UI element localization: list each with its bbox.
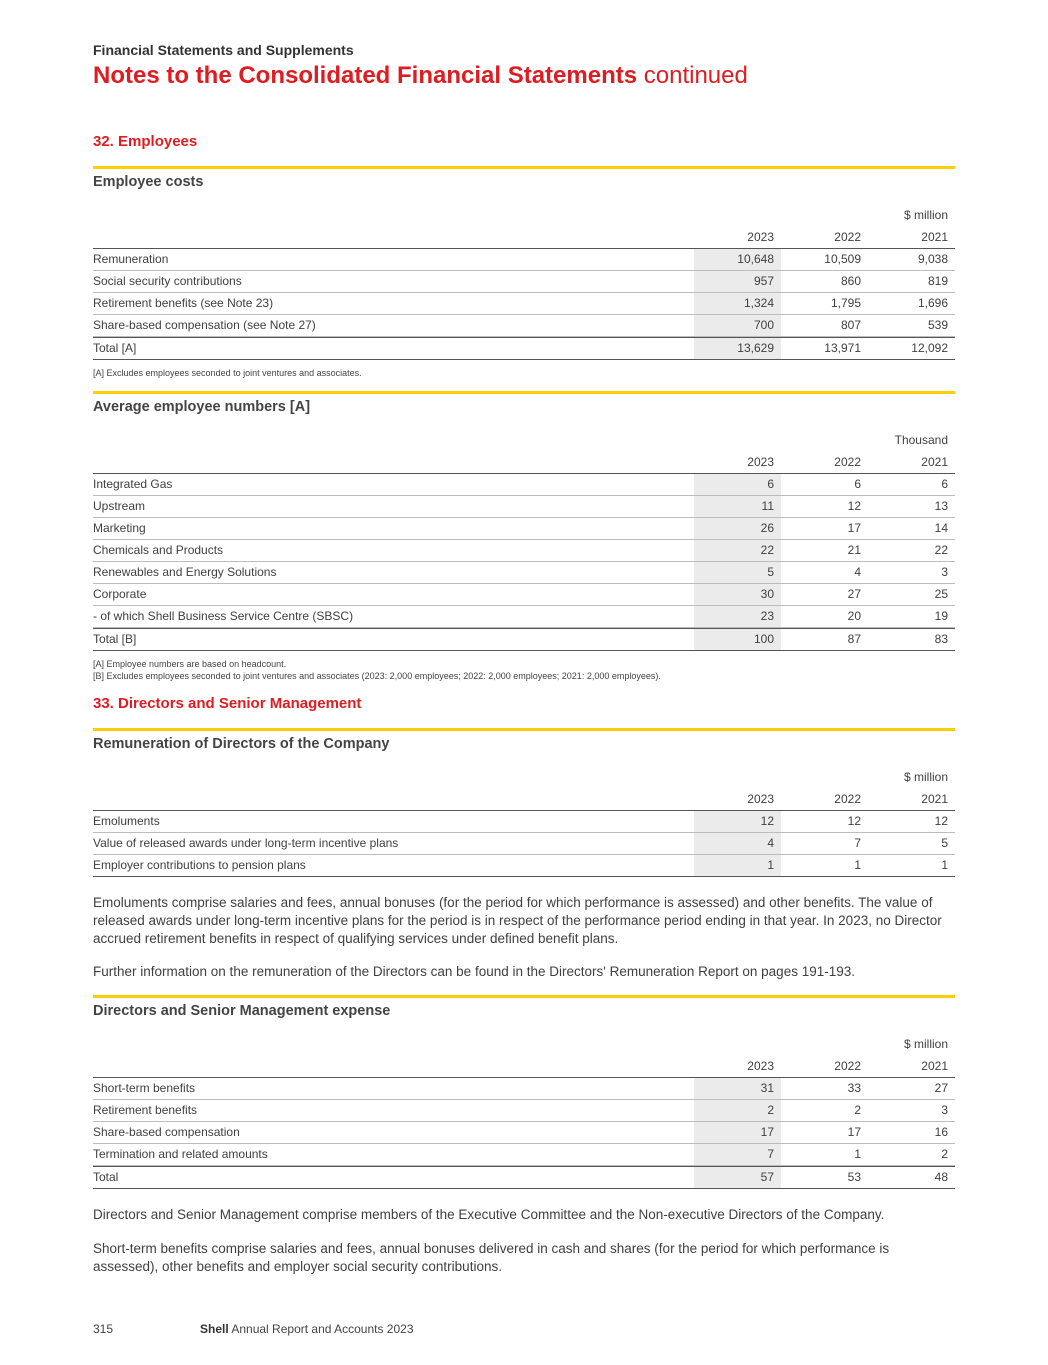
year-header: 2022 bbox=[834, 455, 861, 469]
row-value: 12,092 bbox=[911, 341, 948, 355]
year-header: 2023 bbox=[747, 1059, 774, 1073]
paragraph-dsm-composition: Directors and Senior Management comprise members of the Executive Committee and the Non-executive Directors of the Company. bbox=[93, 1207, 885, 1222]
row-value: 5 bbox=[941, 836, 948, 850]
table-total-row bbox=[93, 1166, 955, 1189]
row-value: 11 bbox=[694, 496, 781, 517]
paragraph-emoluments: Emoluments comprise salaries and fees, annual bonuses (for the period for which performance is assessed) and other benefits. The value of released awards under long-term incentive plans for the period is in respect of the performance period ending in that year. In 2023, no Director accrued retirement benefits in respect of qualifying services under defined benefit plans. bbox=[93, 895, 942, 946]
header-spacer bbox=[93, 1055, 694, 1077]
row-value: 22 bbox=[934, 543, 948, 557]
row-value: 30 bbox=[694, 584, 781, 605]
page-number: 315 bbox=[93, 1322, 114, 1336]
row-value: 5 bbox=[694, 562, 781, 583]
row-value: 19 bbox=[934, 609, 948, 623]
title-main: Notes to the Consolidated Financial Statements bbox=[93, 62, 638, 89]
header-spacer bbox=[93, 451, 694, 473]
unit-row bbox=[93, 429, 955, 451]
unit-label: Thousand bbox=[894, 433, 948, 447]
row-value: 13,971 bbox=[824, 341, 861, 355]
row-value: 83 bbox=[934, 632, 948, 646]
year-header: 2022 bbox=[834, 230, 861, 244]
table-total-row bbox=[93, 337, 955, 360]
section-heading-directors: 33. Directors and Senior Management bbox=[93, 695, 362, 712]
table-footnotes bbox=[93, 367, 955, 379]
row-value: 4 bbox=[854, 565, 861, 579]
table-row bbox=[93, 1122, 955, 1144]
row-value: 6 bbox=[854, 477, 861, 491]
row-label: Retirement benefits (see Note 23) bbox=[93, 296, 274, 310]
row-value: 1 bbox=[941, 858, 948, 872]
row-value: 807 bbox=[840, 318, 861, 332]
row-value: 12 bbox=[847, 814, 861, 828]
row-label: Employer contributions to pension plans bbox=[93, 858, 306, 872]
row-label: Share-based compensation bbox=[93, 1125, 240, 1139]
row-value: 12 bbox=[847, 499, 861, 513]
row-value: 6 bbox=[694, 474, 781, 495]
table-directors-remuneration bbox=[93, 728, 955, 877]
row-label: Retirement benefits bbox=[93, 1103, 198, 1117]
table-top-rule bbox=[93, 995, 955, 998]
footer-brand: Shell bbox=[200, 1322, 229, 1336]
table-row bbox=[93, 855, 955, 877]
unit-row bbox=[93, 1033, 955, 1055]
table-top-rule bbox=[93, 391, 955, 394]
table-row bbox=[93, 496, 955, 518]
unit-row bbox=[93, 766, 955, 788]
table-dsm-expense bbox=[93, 995, 955, 1189]
row-value: 860 bbox=[840, 274, 861, 288]
title-suffix: continued bbox=[643, 62, 748, 89]
table-title: Average employee numbers [A] bbox=[93, 399, 311, 415]
row-value: 31 bbox=[694, 1078, 781, 1099]
row-label: Upstream bbox=[93, 499, 146, 513]
table-row bbox=[93, 606, 955, 628]
year-header: 2023 bbox=[747, 792, 774, 806]
row-label: Value of released awards under long-term incentive plans bbox=[93, 836, 399, 850]
row-value: 17 bbox=[847, 1125, 861, 1139]
table-title: Remuneration of Directors of the Company bbox=[93, 736, 390, 752]
row-value: 22 bbox=[694, 540, 781, 561]
table-header-row bbox=[93, 226, 955, 249]
header-spacer bbox=[93, 788, 694, 810]
table-row bbox=[93, 1078, 955, 1100]
row-value: 1,795 bbox=[830, 296, 861, 310]
year-header: 2021 bbox=[921, 455, 948, 469]
row-value: 20 bbox=[847, 609, 861, 623]
row-value: 2 bbox=[854, 1103, 861, 1117]
row-value: 23 bbox=[694, 606, 781, 627]
header-spacer bbox=[93, 226, 694, 248]
unit-label: $ million bbox=[903, 208, 948, 222]
row-label: Termination and related amounts bbox=[93, 1147, 268, 1161]
row-value: 9,038 bbox=[917, 252, 948, 266]
year-header: 2023 bbox=[747, 455, 774, 469]
row-value: 1 bbox=[694, 855, 781, 876]
row-value: 700 bbox=[694, 315, 781, 336]
table-row bbox=[93, 1144, 955, 1166]
year-header: 2023 bbox=[747, 230, 774, 244]
section-kicker: Financial Statements and Supplements bbox=[93, 42, 354, 58]
table-row bbox=[93, 811, 955, 833]
row-value: 13,629 bbox=[694, 338, 781, 359]
row-value: 4 bbox=[694, 833, 781, 854]
unit-label: $ million bbox=[903, 770, 948, 784]
table-row bbox=[93, 315, 955, 337]
table-row bbox=[93, 293, 955, 315]
year-header: 2021 bbox=[921, 1059, 948, 1073]
table-row bbox=[93, 474, 955, 496]
row-value: 57 bbox=[694, 1167, 781, 1188]
page-footer bbox=[93, 1322, 414, 1336]
table-row bbox=[93, 540, 955, 562]
row-value: 13 bbox=[934, 499, 948, 513]
table-header-row bbox=[93, 1055, 955, 1078]
row-value: 26 bbox=[694, 518, 781, 539]
row-label: Social security contributions bbox=[93, 274, 242, 288]
footnote: [A] Employee numbers are based on headcount. bbox=[93, 659, 287, 669]
row-value: 1 bbox=[854, 858, 861, 872]
row-value: 12 bbox=[934, 814, 948, 828]
row-value: 7 bbox=[854, 836, 861, 850]
table-header-row bbox=[93, 451, 955, 474]
row-value: 3 bbox=[941, 565, 948, 579]
row-value: 7 bbox=[694, 1144, 781, 1165]
table-row bbox=[93, 562, 955, 584]
unit-row bbox=[93, 204, 955, 226]
row-value: 2 bbox=[694, 1100, 781, 1121]
row-label: Renewables and Energy Solutions bbox=[93, 565, 277, 579]
row-label: Total [B] bbox=[93, 632, 137, 646]
row-label: Remuneration bbox=[93, 252, 169, 266]
unit-label: $ million bbox=[903, 1037, 948, 1051]
row-value: 53 bbox=[847, 1170, 861, 1184]
table-total-row bbox=[93, 628, 955, 651]
page-title bbox=[93, 62, 748, 90]
footnote: [A] Excludes employees seconded to joint ventures and associates. bbox=[93, 368, 362, 378]
row-value: 957 bbox=[694, 271, 781, 292]
row-label: Total [A] bbox=[93, 341, 137, 355]
row-value: 2 bbox=[941, 1147, 948, 1161]
paragraph-short-term-benefits: Short-term benefits comprise salaries and fees, annual bonuses delivered in cash and shares (for the period for which performance is assessed), other benefits and employer social security contributions. bbox=[93, 1241, 890, 1274]
row-value: 27 bbox=[847, 587, 861, 601]
table-employee-costs bbox=[93, 166, 955, 379]
paragraph-further-info: Further information on the remuneration of the Directors can be found in the Directors' Remuneration Report on pages 191-193. bbox=[93, 964, 855, 979]
row-label: Integrated Gas bbox=[93, 477, 173, 491]
table-row bbox=[93, 1100, 955, 1122]
row-label: Corporate bbox=[93, 587, 147, 601]
row-value: 100 bbox=[694, 629, 781, 650]
year-header: 2021 bbox=[921, 230, 948, 244]
row-value: 17 bbox=[694, 1122, 781, 1143]
table-row bbox=[93, 584, 955, 606]
section-heading-employees: 32. Employees bbox=[93, 133, 198, 150]
row-label: Emoluments bbox=[93, 814, 160, 828]
row-value: 3 bbox=[941, 1103, 948, 1117]
row-value: 539 bbox=[927, 318, 948, 332]
table-title: Employee costs bbox=[93, 174, 204, 190]
row-value: 48 bbox=[934, 1170, 948, 1184]
table-row bbox=[93, 833, 955, 855]
table-title: Directors and Senior Management expense bbox=[93, 1003, 391, 1019]
row-value: 16 bbox=[934, 1125, 948, 1139]
footer-doc-title: Annual Report and Accounts 2023 bbox=[231, 1322, 414, 1336]
row-label: - of which Shell Business Service Centre (SBSC) bbox=[93, 609, 354, 623]
table-employee-numbers bbox=[93, 391, 955, 682]
row-label: Marketing bbox=[93, 521, 146, 535]
row-value: 12 bbox=[694, 811, 781, 832]
row-value: 17 bbox=[847, 521, 861, 535]
row-label: Short-term benefits bbox=[93, 1081, 196, 1095]
row-label: Share-based compensation (see Note 27) bbox=[93, 318, 316, 332]
row-value: 33 bbox=[847, 1081, 861, 1095]
table-footnotes bbox=[93, 658, 955, 682]
table-top-rule bbox=[93, 166, 955, 169]
row-value: 6 bbox=[941, 477, 948, 491]
row-value: 25 bbox=[934, 587, 948, 601]
footnote: [B] Excludes employees seconded to joint ventures and associates (2023: 2,000 employees; 2022: 2,000 employees; 2021: 2,000 employees). bbox=[93, 671, 661, 681]
row-value: 10,648 bbox=[694, 249, 781, 270]
row-value: 27 bbox=[934, 1081, 948, 1095]
table-row bbox=[93, 518, 955, 540]
year-header: 2021 bbox=[921, 792, 948, 806]
table-top-rule bbox=[93, 728, 955, 731]
row-label: Total bbox=[93, 1170, 119, 1184]
table-row bbox=[93, 271, 955, 293]
row-label: Chemicals and Products bbox=[93, 543, 224, 557]
row-value: 819 bbox=[927, 274, 948, 288]
row-value: 1 bbox=[854, 1147, 861, 1161]
row-value: 1,324 bbox=[694, 293, 781, 314]
table-row bbox=[93, 249, 955, 271]
table-header-row bbox=[93, 788, 955, 811]
row-value: 10,509 bbox=[824, 252, 861, 266]
row-value: 14 bbox=[934, 521, 948, 535]
row-value: 87 bbox=[847, 632, 861, 646]
row-value: 1,696 bbox=[917, 296, 948, 310]
year-header: 2022 bbox=[834, 1059, 861, 1073]
year-header: 2022 bbox=[834, 792, 861, 806]
row-value: 21 bbox=[847, 543, 861, 557]
